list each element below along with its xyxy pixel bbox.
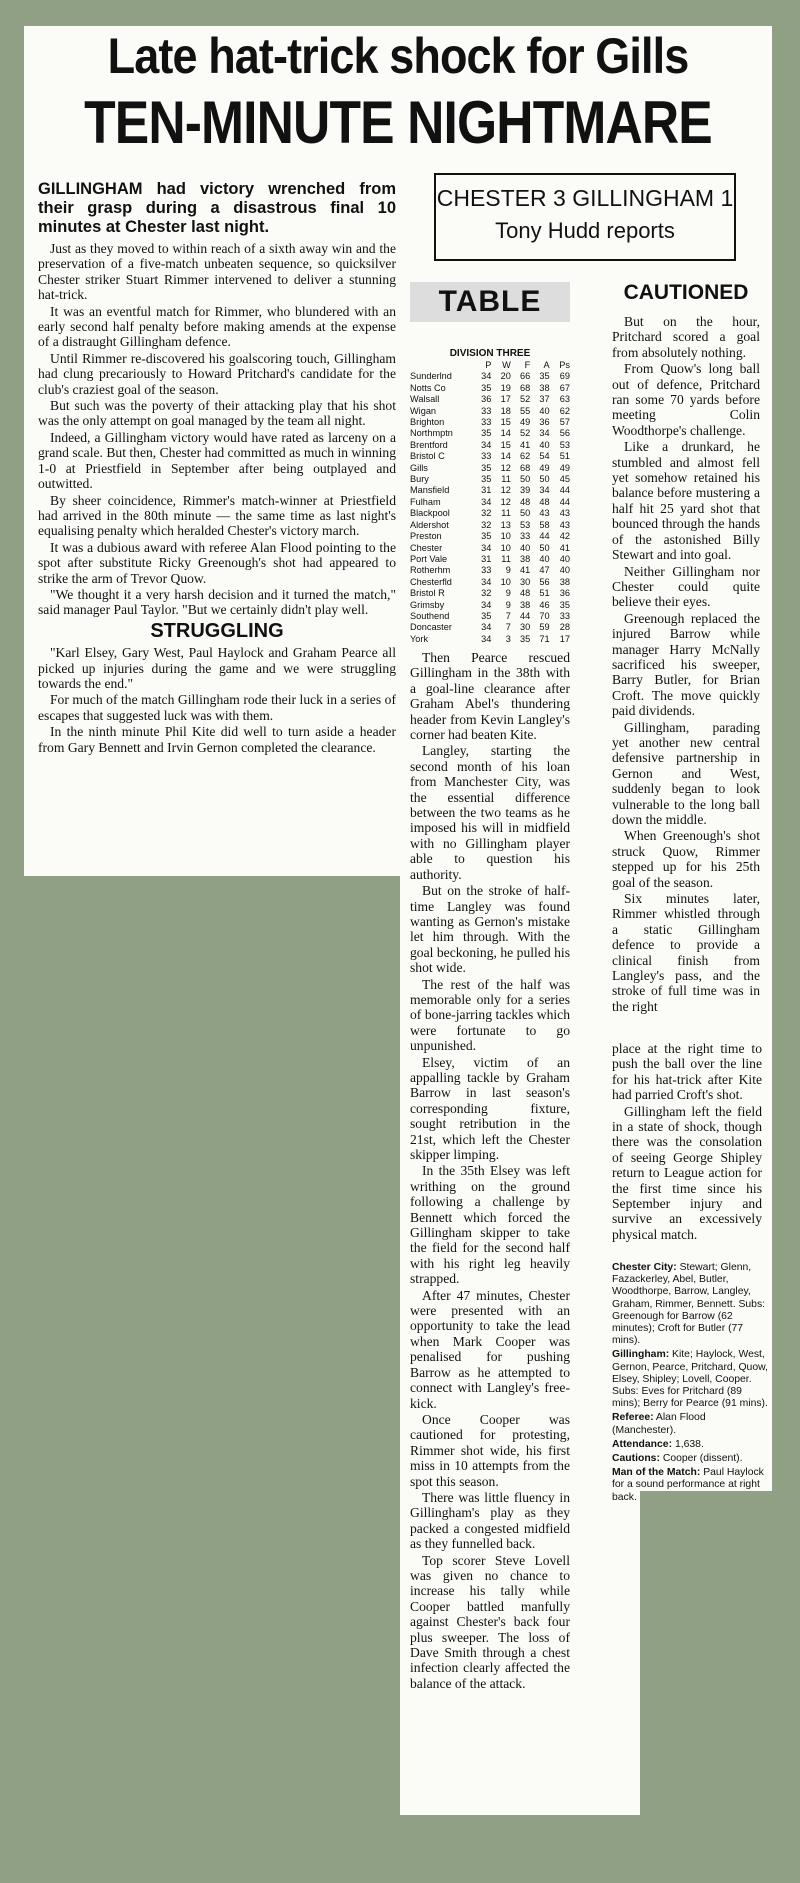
league-table-row — [410, 417, 570, 428]
team-name-cell: Fulham — [410, 496, 441, 507]
stat-cell: 35 — [481, 462, 492, 473]
stat-cell: 43 — [539, 508, 550, 519]
league-table-row — [410, 485, 570, 496]
stat-cell: 70 — [539, 610, 550, 621]
cautions-label: Cautions: — [612, 1453, 660, 1465]
stat-cell: 10 — [500, 542, 511, 553]
referee-label: Referee: — [612, 1412, 654, 1424]
stat-cell: 20 — [500, 371, 511, 382]
stat-cell: 34 — [481, 599, 492, 610]
article-column-3-continued — [612, 1041, 762, 1243]
stat-cell: 63 — [559, 394, 570, 405]
referee-line — [612, 1412, 772, 1436]
stat-cell: 14 — [500, 451, 511, 462]
stat-cell: 33 — [481, 417, 492, 428]
stat-cell: 12 — [500, 485, 511, 496]
cautions-line — [612, 1453, 772, 1465]
motm-text: Paul Haylock for a sound performance at right back. — [612, 1467, 764, 1503]
stat-cell: 40 — [539, 405, 550, 416]
league-table-row — [410, 622, 570, 633]
lineup-label: Gillingham: — [612, 1349, 670, 1361]
league-table-row — [410, 634, 570, 645]
league-table-row — [410, 394, 570, 405]
stat-cell: 56 — [559, 428, 570, 439]
paragraph: Top scorer Steve Lovell was given no chance to increase his tally while Cooper battled manfully against Chester's back four plus sweeper. The loss of Dave Smith through a chest infection clearly affected the balance of the attack. — [410, 1552, 570, 1691]
stat-cell: 48 — [519, 588, 531, 599]
team-name-cell: Notts Co — [410, 382, 446, 393]
stat-cell: 31 — [481, 485, 492, 496]
league-table-row — [410, 600, 570, 611]
league-table-row — [410, 531, 570, 542]
paragraph: After 47 minutes, Chester were presented with an opportunity to take the lead when Mark Cooper was penalised for pushing Barrow as he attempted to connect with Langley's free-kick. — [410, 1287, 570, 1411]
paragraph: Neither Gillingham nor Chester could quite believe their eyes. — [612, 563, 760, 610]
paragraph: By sheer coincidence, Rimmer's match-winner at Priestfield had arrived in the 80th minute — the same time as last night's equalising penalty which heralded Chester's victory march. — [38, 492, 396, 539]
stat-cell: 49 — [559, 462, 570, 473]
stat-cell: 41 — [519, 439, 531, 450]
stat-cell: 13 — [500, 519, 511, 530]
lineup-text: Kite; Haylock, West, Gernon, Pearce, Pritchard, Quow, Elsey, Shipley; Lovell, Cooper. Subs: Eves for Pritchard (89 mins); Berry for Pearce (91 mins). — [612, 1349, 768, 1410]
paragraph: Six minutes later, Rimmer whistled through a static Gillingham defence to provide a clinical finish from Langley's pass, and the stroke of full time was in the right — [612, 891, 760, 1014]
match-score: CHESTER 3 GILLINGHAM 1 — [436, 185, 734, 211]
stat-cell: 10 — [500, 531, 511, 542]
league-table-row — [410, 508, 570, 519]
stat-cell: 19 — [500, 382, 511, 393]
stat-cell: 68 — [519, 382, 531, 393]
stat-cell: 34 — [539, 485, 550, 496]
stat-cell: 49 — [539, 462, 550, 473]
league-table-header — [410, 360, 570, 371]
stat-cell: 35 — [481, 428, 492, 439]
stat-cell: 41 — [559, 542, 570, 553]
cautions-text: Cooper (dissent). — [662, 1453, 743, 1465]
stat-cell: 44 — [559, 496, 570, 507]
paragraph: Elsey, victim of an appalling tackle by Graham Barrow in last season's corresponding fixture, sought retribution in the 21st, which left the Chester skipper limping. — [410, 1054, 570, 1162]
header-cell: Ps — [559, 360, 570, 370]
motm-line — [612, 1467, 772, 1504]
stat-cell: 34 — [539, 428, 550, 439]
paragraph: Gillingham left the field in a state of shock, though there was the consolation of seeing George Shipley return to League action for the first time since his September injury and survive an excessively physical match. — [612, 1103, 762, 1242]
league-table-row — [410, 577, 570, 588]
attendance-line — [612, 1439, 772, 1451]
league-table-title: DIVISION THREE — [449, 348, 531, 359]
stat-cell: 17 — [559, 633, 570, 644]
header-cell: W — [502, 360, 511, 370]
referee-text: Alan Flood (Manchester). — [612, 1412, 706, 1436]
stat-cell: 32 — [481, 508, 492, 519]
stat-cell: 39 — [519, 485, 531, 496]
stat-cell: 40 — [539, 553, 550, 564]
stat-cell: 33 — [481, 565, 492, 576]
stat-cell: 15 — [500, 439, 511, 450]
league-table-row — [410, 406, 570, 417]
lineup-gillingham — [612, 1349, 772, 1410]
team-name-cell: Blackpool — [410, 508, 450, 519]
league-table-row — [410, 588, 570, 599]
paragraph: The rest of the half was memorable only for a series of bone-jarring tackles which were fortunate to go unpunished. — [410, 976, 570, 1054]
team-name-cell: Chesterfld — [410, 576, 452, 587]
stat-cell: 10 — [500, 576, 511, 587]
paragraph: In the ninth minute Phil Kite did well to turn aside a header from Gary Bennett and Irvin Gernon completed the clearance. — [38, 724, 396, 755]
team-name-cell: Bristol C — [410, 451, 445, 462]
paragraph: From Quow's long ball out of defence, Pritchard ran some 70 yards before meeting Colin Woodthorpe's challenge. — [612, 361, 760, 438]
stat-cell: 36 — [559, 588, 570, 599]
stat-cell: 34 — [481, 496, 492, 507]
stat-cell: 34 — [481, 439, 492, 450]
league-table-row — [410, 611, 570, 622]
stat-cell: 38 — [519, 553, 531, 564]
subhead-cautioned: CAUTIONED — [623, 281, 749, 304]
header-cell: A — [543, 360, 550, 370]
stat-cell: 34 — [481, 542, 492, 553]
motm-label: Man of the Match: — [612, 1467, 701, 1479]
league-table-row — [410, 463, 570, 474]
match-score-box — [434, 173, 736, 261]
paragraph: Greenough replaced the injured Barrow while manager Harry McNally sacrificed his sweeper, Barry Butler, for Brian Croft. The move quickly paid dividends. — [612, 610, 760, 719]
league-table-row — [410, 543, 570, 554]
team-name-cell: Doncaster — [410, 622, 452, 633]
stat-cell: 30 — [519, 576, 531, 587]
stat-cell: 69 — [559, 371, 570, 382]
stat-cell: 18 — [500, 405, 511, 416]
team-name-cell: Bristol R — [410, 588, 445, 599]
league-table-row — [410, 371, 570, 382]
stat-cell: 43 — [559, 519, 570, 530]
lineup-chester — [612, 1262, 772, 1347]
paragraph: Just as they moved to within reach of a sixth away win and the preservation of a five-match unbeaten sequence, so quicksilver Chester striker Stuart Rimmer intervened to deliver a stunning hat-trick. — [38, 241, 396, 303]
stat-cell: 32 — [481, 519, 492, 530]
stat-cell: 35 — [539, 371, 550, 382]
stat-cell: 40 — [559, 553, 570, 564]
team-lineups — [612, 1262, 772, 1506]
stat-cell: 68 — [519, 462, 531, 473]
article-intro: GILLINGHAM had victory wrenched from their grasp during a disastrous final 10 minutes at Chester last night. — [38, 180, 396, 236]
league-table-row — [410, 497, 570, 508]
stat-cell: 15 — [500, 417, 511, 428]
lineup-text: Stewart; Glenn, Fazackerley, Abel, Butler, Woodthorpe, Barrow, Langley, Graham, Rimmer, Bennett. Subs: Greenough for Barrow (62 minutes); Croft for Butler (77 mins). — [612, 1262, 766, 1347]
stat-cell: 71 — [539, 633, 550, 644]
subhead-struggling: STRUGGLING — [150, 619, 284, 642]
stat-cell: 51 — [539, 588, 550, 599]
stat-cell: 67 — [559, 382, 570, 393]
league-table — [410, 348, 570, 645]
stat-cell: 50 — [539, 474, 550, 485]
article-column-3 — [612, 314, 760, 1015]
table-label: TABLE — [410, 282, 570, 322]
stat-cell: 12 — [500, 496, 511, 507]
stat-cell: 38 — [559, 576, 570, 587]
article-column-1 — [38, 180, 396, 756]
header-cell — [410, 360, 472, 371]
stat-cell: 40 — [539, 439, 550, 450]
stat-cell: 40 — [519, 542, 531, 553]
paragraph: "We thought it a very harsh decision and it turned the match," said manager Paul Taylor. "But we certainly didn't play well. — [38, 586, 396, 618]
paragraph: For much of the match Gillingham rode their luck in a series of escapes that suggested luck was with them. — [38, 692, 396, 723]
paragraph: But on the stroke of half-time Langley was found wanting as Gernon's mistake let him through. With the goal beckoning, he pulled his shot wide. — [410, 883, 570, 976]
team-name-cell: Gills — [410, 462, 428, 473]
team-name-cell: Preston — [410, 531, 442, 542]
league-table-row — [410, 383, 570, 394]
league-table-body — [410, 371, 570, 645]
headline-top: Late hat-trick shock for Gills — [107, 28, 689, 84]
stat-cell: 52 — [519, 428, 531, 439]
stat-cell: 31 — [481, 553, 492, 564]
stat-cell: 48 — [539, 496, 550, 507]
paragraph: Indeed, a Gillingham victory would have rated as larceny on a grand scale. But then, Chester had committed as much in winning 1-0 at Priestfield in September after being outplayed and outwitted. — [38, 429, 396, 492]
stat-cell: 11 — [501, 508, 511, 519]
stat-cell: 3 — [505, 633, 511, 644]
stat-cell: 52 — [519, 394, 531, 405]
team-name-cell: Sunderlnd — [410, 371, 452, 382]
stat-cell: 53 — [559, 439, 570, 450]
league-table-row — [410, 440, 570, 451]
paragraph: It was a dubious award with referee Alan Flood pointing to the spot after substitute Ricky Greenough's shot had appeared to strike the arm of Trevor Quow. — [38, 539, 396, 586]
team-name-cell: Aldershot — [410, 519, 449, 530]
reporter-byline: Tony Hudd reports — [495, 218, 675, 243]
stat-cell: 7 — [505, 622, 511, 633]
stat-cell: 35 — [481, 610, 492, 621]
stat-cell: 47 — [539, 565, 550, 576]
stat-cell: 50 — [519, 474, 531, 485]
team-name-cell: Northmptn — [410, 428, 453, 439]
team-name-cell: Grimsby — [410, 599, 445, 610]
stat-cell: 43 — [559, 508, 570, 519]
stat-cell: 30 — [519, 622, 531, 633]
stat-cell: 35 — [481, 382, 492, 393]
stat-cell: 34 — [481, 622, 492, 633]
header-cell: F — [524, 360, 531, 370]
stat-cell: 9 — [505, 599, 511, 610]
stat-cell: 46 — [539, 599, 550, 610]
league-table-row — [410, 554, 570, 565]
stat-cell: 28 — [559, 622, 570, 633]
stat-cell: 11 — [501, 474, 511, 485]
header-cell: P — [485, 360, 492, 370]
league-table-row — [410, 451, 570, 462]
paragraph: "Karl Elsey, Gary West, Paul Haylock and Graham Pearce all picked up injuries during the game and we were struggling towards the end." — [38, 645, 396, 691]
stat-cell: 66 — [519, 371, 531, 382]
stat-cell: 37 — [539, 394, 550, 405]
stat-cell: 58 — [539, 519, 550, 530]
paragraph: When Greenough's shot struck Quow, Rimmer stepped up for his 25th goal of the season. — [612, 828, 760, 890]
stat-cell: 33 — [481, 405, 492, 416]
stat-cell: 36 — [481, 394, 492, 405]
paragraph: It was an eventful match for Rimmer, who blundered with an early second half penalty before making amends at the expense of a distraught Gillingham defence. — [38, 303, 396, 350]
stat-cell: 59 — [539, 622, 550, 633]
team-name-cell: Wigan — [410, 405, 437, 416]
paragraph: In the 35th Elsey was left writhing on the ground following a challenge by Bennett which forced the Gillingham skipper to take the field for the second half with his right leg heavily strapped. — [410, 1163, 570, 1287]
league-table-row — [410, 474, 570, 485]
stat-cell: 33 — [481, 451, 492, 462]
stat-cell: 34 — [481, 633, 492, 644]
stat-cell: 55 — [519, 405, 531, 416]
team-name-cell: Brighton — [410, 417, 445, 428]
paragraph: But on the hour, Pritchard scored a goal from absolutely nothing. — [612, 314, 760, 360]
stat-cell: 44 — [559, 485, 570, 496]
paragraph: Once Cooper was cautioned for protesting, Rimmer shot wide, his first miss in 10 attempts from the spot this season. — [410, 1411, 570, 1489]
stat-cell: 9 — [505, 588, 511, 599]
team-name-cell: Southend — [410, 610, 450, 621]
stat-cell: 35 — [559, 599, 570, 610]
stat-cell: 17 — [500, 394, 511, 405]
stat-cell: 35 — [481, 474, 492, 485]
stat-cell: 33 — [519, 531, 531, 542]
team-name-cell: York — [410, 633, 429, 644]
stat-cell: 41 — [519, 565, 531, 576]
paragraph: There was little fluency in Gillingham's play as they packed a congested midfield as they funnelled back. — [410, 1489, 570, 1552]
paragraph: Gillingham, parading yet another new central defensive partnership in Gernon and West, suddenly began to look vulnerable to the long ball down the middle. — [612, 719, 760, 827]
team-name-cell: Mansfield — [410, 485, 450, 496]
stat-cell: 34 — [481, 371, 492, 382]
stat-cell: 48 — [519, 496, 531, 507]
team-name-cell: Rotherhm — [410, 565, 451, 576]
headline-main: TEN-MINUTE NIGHTMARE — [84, 89, 712, 156]
team-name-cell: Brentford — [410, 439, 448, 450]
paragraph: Langley, starting the second month of his loan from Manchester City, was the essential difference between the two teams as he imposed his will in midfield with no Gillingham player able to question his authority. — [410, 743, 570, 882]
stat-cell: 62 — [559, 405, 570, 416]
stat-cell: 14 — [500, 428, 511, 439]
stat-cell: 57 — [559, 417, 570, 428]
stat-cell: 50 — [539, 542, 550, 553]
stat-cell: 49 — [519, 417, 531, 428]
stat-cell: 42 — [559, 531, 570, 542]
article-column-2 — [410, 650, 570, 1692]
stat-cell: 9 — [505, 565, 511, 576]
stat-cell: 35 — [519, 633, 531, 644]
paragraph: Until Rimmer re-discovered his goalscoring touch, Gillingham had clung precariously to Howard Pritchard's candidate for the club's craziest goal of the season. — [38, 350, 396, 397]
attendance-text: 1,638. — [674, 1438, 704, 1450]
league-table-row — [410, 428, 570, 439]
stat-cell: 38 — [519, 599, 531, 610]
stat-cell: 54 — [539, 451, 550, 462]
attendance-label: Attendance: — [612, 1438, 673, 1450]
stat-cell: 44 — [519, 610, 531, 621]
paragraph: But such was the poverty of their attacking play that his shot was the only attempt on goal managed by the team all night. — [38, 398, 396, 429]
stat-cell: 40 — [559, 565, 570, 576]
stat-cell: 35 — [481, 531, 492, 542]
lineup-label: Chester City: — [612, 1262, 677, 1273]
league-table-row — [410, 520, 570, 531]
paragraph: place at the right time to push the ball over the line for his hat-trick after Kite had parried Croft's shot. — [612, 1041, 762, 1103]
stat-cell: 50 — [519, 508, 531, 519]
stat-cell: 38 — [539, 382, 550, 393]
stat-cell: 56 — [539, 576, 550, 587]
stat-cell: 51 — [559, 451, 570, 462]
stat-cell: 7 — [505, 610, 511, 621]
stat-cell: 36 — [539, 417, 550, 428]
stat-cell: 45 — [559, 474, 570, 485]
team-name-cell: Port Vale — [410, 553, 448, 564]
stat-cell: 12 — [500, 462, 511, 473]
stat-cell: 62 — [519, 451, 531, 462]
stat-cell: 32 — [481, 588, 492, 599]
paragraph: Like a drunkard, he stumbled and almost fell yet somehow retained his balance before mustering a half hit 25 yard shot that bounced through the hands of the astonished Billy Stewart and into goal. — [612, 439, 760, 563]
stat-cell: 53 — [519, 519, 531, 530]
team-name-cell: Chester — [410, 542, 443, 553]
stat-cell: 44 — [539, 531, 550, 542]
stat-cell: 33 — [559, 610, 570, 621]
team-name-cell: Walsall — [410, 394, 440, 405]
league-table-row — [410, 565, 570, 576]
paragraph: Then Pearce rescued Gillingham in the 38th with a goal-line clearance after Graham Abel's thundering header from Kevin Langley's corner had beaten Kite. — [410, 650, 570, 743]
stat-cell: 11 — [501, 553, 511, 564]
stat-cell: 34 — [481, 576, 492, 587]
team-name-cell: Bury — [410, 474, 429, 485]
